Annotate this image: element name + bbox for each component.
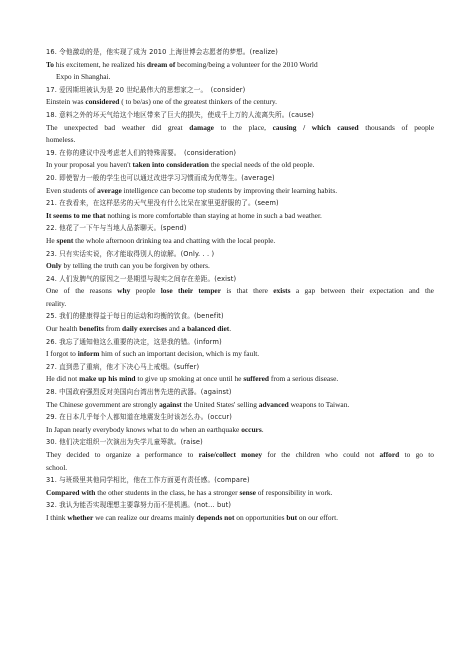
key-phrase: sense	[239, 487, 256, 497]
translation-text: his excitement, he realized his	[53, 59, 147, 69]
chinese-prompt: 21. 在我看来，在这样恶劣的天气里没有什么比呆在家里更舒服的了。(seem)	[46, 199, 279, 208]
chinese-prompt: 23. 只有实话实说，你才能取得别人的谅解。(Only. . . )	[46, 249, 215, 258]
key-phrase: against	[159, 399, 182, 409]
chinese-prompt: 29. 在日本几乎每个人都知道在地震发生时该怎么办。(occur)	[46, 413, 232, 422]
english-translation	[46, 59, 434, 72]
key-phrase: dream of	[146, 59, 176, 69]
translation-text: .	[229, 324, 232, 334]
chinese-prompt: 28. 中国政府强烈反对美国向台湾出售先进的武器。(against)	[46, 388, 232, 397]
chinese-prompt: 18. 意料之外的坏天气给这个地区带来了巨大的损失，使成千上万的人流离失所。(cause)	[46, 110, 314, 119]
translation-text: homeless.	[46, 135, 76, 145]
english-translation	[46, 373, 434, 386]
chinese-prompt: 26. 我忘了通知他这么重要的决定，这是我的错。(inform)	[46, 337, 222, 346]
translation-text: .	[261, 424, 264, 434]
english-translation	[46, 449, 434, 462]
english-translation	[46, 462, 434, 475]
translation-text: The Chinese government are strongly	[46, 399, 160, 409]
english-translation	[46, 96, 434, 109]
english-translation	[46, 159, 434, 172]
english-translation	[46, 424, 434, 437]
translation-text: school.	[46, 462, 68, 472]
translation-text: to the place,	[213, 122, 273, 132]
key-phrase: a balanced diet	[181, 324, 230, 334]
key-phrase: occurs	[241, 424, 262, 434]
key-phrase: depends not	[196, 512, 235, 522]
chinese-prompt: 16. 令他激动的是，他实现了成为 2010 上海世博会志愿者的梦想。(realize)	[46, 48, 278, 56]
chinese-prompt: 22. 他花了一下午与当地人品茶聊天。(spend)	[46, 224, 187, 233]
translation-text: I forgot to	[46, 349, 78, 359]
key-phrase: daily exercises	[121, 324, 168, 334]
translation-text: In Japan nearly everybody knows what to do when an earthquake	[46, 424, 242, 434]
translation-text: we can realize our dreams mainly	[93, 512, 197, 522]
exercise-list	[46, 46, 434, 525]
key-phrase: whether	[67, 512, 94, 522]
translation-text: a gap between their expectation and the	[290, 286, 434, 296]
translation-text: They decided to organize a performance to	[46, 450, 199, 459]
translation-text: The unexpected bad weather did great	[46, 122, 190, 132]
chinese-prompt: 24. 人们发脾气的原因之一是期望与现实之间存在差距。(exist)	[46, 274, 237, 283]
english-translation	[46, 185, 434, 198]
chinese-prompt: 32. 我认为能否实现理想主要靠努力而不是机遇。(not... but)	[46, 501, 232, 510]
translation-text: by telling the truth can you be forgiven by others.	[61, 261, 210, 271]
translation-text: on our effort.	[297, 512, 338, 522]
chinese-prompt: 31. 与班级里其他同学相比，他在工作方面更有责任感。(compare)	[46, 476, 250, 485]
key-phrase: lose their temper	[160, 286, 221, 296]
key-phrase: Compared with	[46, 487, 96, 497]
key-phrase: suffered	[243, 374, 270, 384]
chinese-prompt: 19. 在你的建议中没考虑老人们的特殊需要。 (consideration)	[46, 148, 237, 157]
key-phrase: To	[46, 59, 54, 69]
english-translation	[46, 260, 434, 273]
translation-text: on opportunities	[234, 512, 287, 522]
chinese-prompt: 25. 我们的健康得益于每日的运动和均衡的饮食。(benefit)	[46, 312, 224, 321]
chinese-prompt: 17. 爱因斯坦被认为是 20 世纪最伟大的思想家之一。 (consider)	[46, 85, 246, 94]
translation-text: I think	[46, 512, 68, 522]
key-phrase: advanced	[258, 399, 289, 409]
translation-text: Our health	[46, 324, 80, 334]
translation-text: Expo in Shanghai.	[56, 72, 111, 82]
translation-text: He did not	[46, 374, 80, 384]
translation-text: One of the reasons	[46, 286, 118, 296]
key-phrase: make up his mind	[79, 374, 136, 384]
key-phrase: but	[286, 512, 298, 522]
translation-text: the special needs of the old people.	[208, 160, 315, 170]
key-phrase: taken into consideration	[132, 160, 209, 170]
english-translation	[46, 298, 434, 311]
translation-text: thousands of people	[358, 122, 434, 132]
key-phrase: exists	[273, 286, 291, 296]
translation-text: him of such an important decision, which is my fault.	[99, 349, 260, 359]
english-translation	[46, 134, 434, 147]
key-phrase: damage	[189, 122, 214, 132]
translation-text: weapons to Taiwan.	[288, 399, 350, 409]
translation-text: nothing is more comfortable than staying at home in such a bad weather.	[105, 210, 322, 220]
chinese-prompt: 20. 即使智力一般的学生也可以通过改进学习习惯而成为优等生。(average)	[46, 173, 275, 182]
key-phrase: inform	[77, 349, 100, 359]
translation-text: people	[130, 286, 161, 296]
key-phrase: causing / which caused	[272, 122, 359, 132]
key-phrase: afford	[379, 450, 400, 459]
translation-text: to go to	[399, 450, 434, 459]
translation-text: Einstein was	[46, 97, 86, 107]
key-phrase: why	[117, 286, 131, 296]
english-translation	[46, 487, 434, 500]
chinese-prompt: 27. 直到患了重病，他才下决心马上戒烟。(suffer)	[46, 362, 200, 371]
key-phrase: spent	[56, 235, 74, 245]
translation-text: ( to be/as) one of the greatest thinkers of the century.	[119, 97, 277, 107]
english-translation	[46, 323, 434, 336]
translation-text: becoming/being a volunteer for the 2010 World	[175, 59, 318, 69]
translation-text: from	[103, 324, 122, 334]
key-phrase: benefits	[79, 324, 104, 334]
english-translation	[46, 399, 434, 412]
english-translation	[46, 512, 434, 525]
translation-text: the United States' selling	[181, 399, 259, 409]
english-translation	[46, 210, 434, 223]
key-phrase: It seems to me that	[46, 210, 106, 220]
translation-text: is that there	[221, 286, 274, 296]
translation-text: the whole afternoon drinking tea and chatting with the local people.	[73, 235, 276, 245]
translation-text: to give up smoking at once until he	[135, 374, 244, 384]
key-phrase: Only	[46, 261, 62, 271]
translation-text: intelligence can become top students by improving their learning habits.	[121, 185, 338, 195]
key-phrase: average	[97, 185, 122, 195]
english-translation	[46, 122, 434, 135]
translation-text: Even students of	[46, 185, 98, 195]
translation-text: of responsibility in work.	[255, 487, 333, 497]
chinese-prompt: 30. 他们决定组织一次演出为失学儿童筹款。(raise)	[46, 438, 203, 447]
english-translation	[46, 71, 434, 84]
translation-text: In your proposal you haven't	[46, 160, 133, 170]
english-translation	[46, 348, 434, 361]
translation-text: from a serious disease.	[269, 374, 339, 384]
translation-text: He	[46, 235, 57, 245]
translation-text: and	[167, 324, 182, 334]
translation-text: for the children who could not	[262, 450, 380, 459]
key-phrase: considered	[85, 97, 120, 107]
english-translation	[46, 235, 434, 248]
translation-text: reality.	[46, 298, 67, 308]
key-phrase: raise/collect money	[198, 450, 263, 459]
translation-text: the other students in the class, he has a stronger	[95, 487, 240, 497]
english-translation	[46, 285, 434, 298]
